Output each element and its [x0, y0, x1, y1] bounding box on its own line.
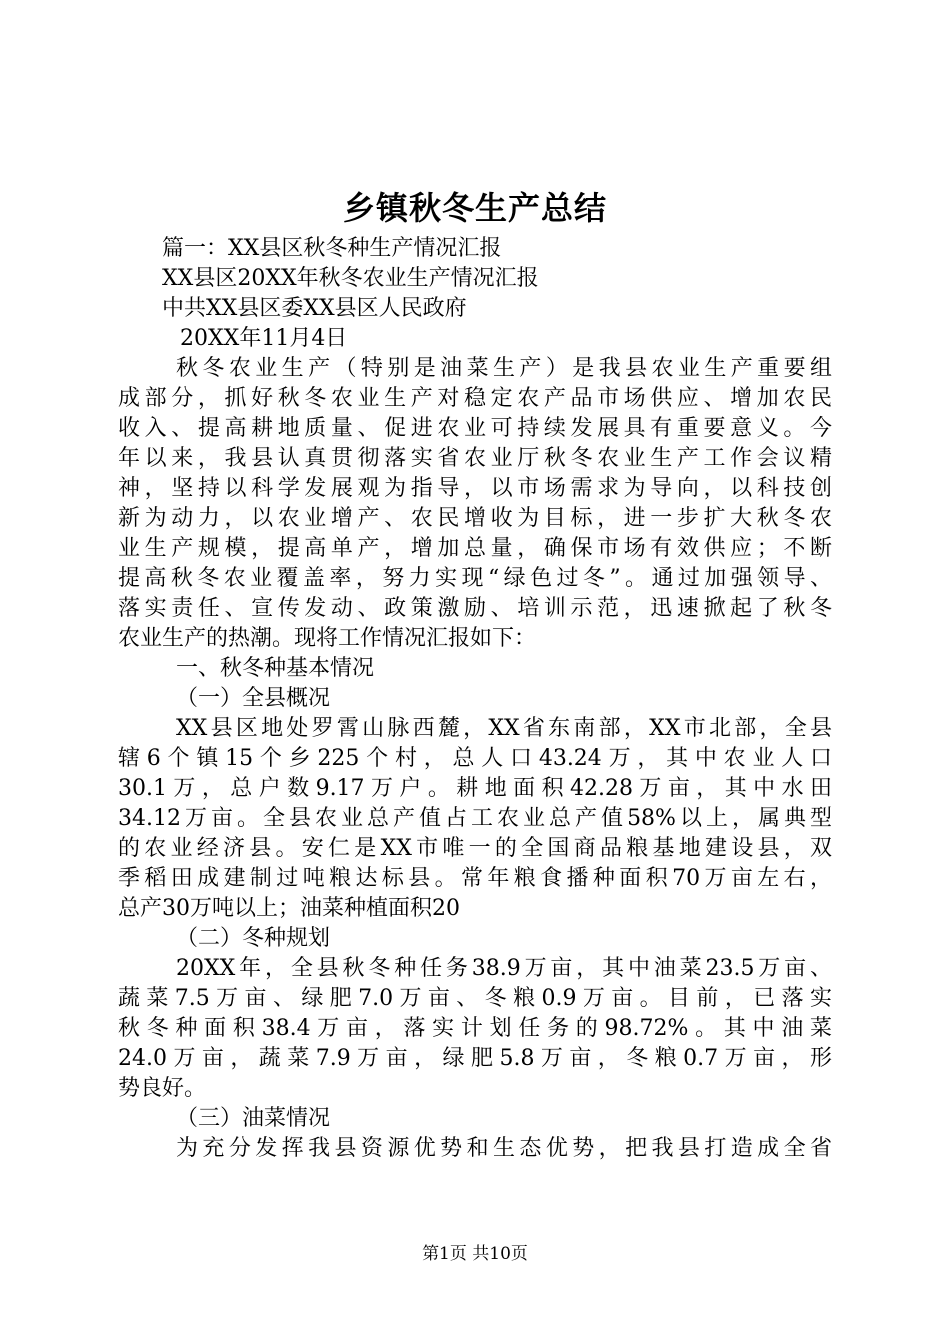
subsection-heading: （二）冬种规划 — [176, 926, 331, 951]
document-title: 乡镇秋冬生产总结 — [342, 189, 607, 227]
text-line: 20XX年11月4日 — [180, 326, 348, 351]
text-line: 成部分，抓好秋冬农业生产对稳定农产品市场供应、增加农民 — [118, 386, 832, 411]
text-line: 业生产规模，提高单产，增加总量，确保市场有效供应；不断 — [118, 536, 832, 561]
text-line: 秋冬种面积38.4万亩，落实计划任务的98.72%。其中油菜 — [118, 1016, 832, 1041]
text-line: 30.1万，总户数9.17万户。耕地面积42.28万亩，其中水田 — [118, 776, 832, 801]
text-line: 蔬菜7.5万亩、绿肥7.0万亩、冬粮0.9万亩。目前，已落实 — [118, 986, 832, 1011]
text-line: 收入、提高耕地质量、促进农业可持续发展具有重要意义。今 — [118, 416, 832, 441]
text-line: 年以来，我县认真贯彻落实省农业厅秋冬农业生产工作会议精 — [118, 446, 832, 471]
text-line: 农业生产的热潮。现将工作情况汇报如下： — [118, 626, 537, 651]
text-line: 34.12万亩。全县农业总产值占工农业总产值58%以上，属典型 — [118, 806, 832, 831]
text-line: 落实责任、宣传发动、政策激励、培训示范，迅速掀起了秋冬 — [118, 596, 832, 621]
document-body — [118, 234, 832, 1164]
text-line: 的农业经济县。安仁是XX市唯一的全国商品粮基地建设县，双 — [118, 836, 832, 861]
text-line: 新为动力，以农业增产、农民增收为目标，进一步扩大秋冬农 — [118, 506, 832, 531]
text-line: 总产30万吨以上；油菜种植面积20 — [118, 896, 460, 921]
text-line: 秋冬农业生产（特别是油菜生产）是我县农业生产重要组 — [176, 356, 832, 381]
text-line: XX县区地处罗霄山脉西麓，XX省东南部，XX市北部，全县 — [176, 716, 832, 741]
text-line: 篇一：XX县区秋冬种生产情况汇报 — [162, 236, 502, 261]
text-line: 为充分发挥我县资源优势和生态优势，把我县打造成全省 — [176, 1136, 832, 1161]
text-line: 中共XX县区委XX县区人民政府 — [162, 296, 467, 321]
text-line: 辖6个镇15个乡225个村，总人口43.24万，其中农业人口 — [118, 746, 832, 771]
subsection-heading: （一）全县概况 — [176, 686, 331, 711]
text-line: 季稻田成建制过吨粮达标县。常年粮食播种面积70万亩左右， — [118, 866, 832, 891]
subsection-heading: （三）油菜情况 — [176, 1106, 331, 1131]
text-line: XX县区20XX年秋冬农业生产情况汇报 — [162, 266, 539, 291]
text-line: 20XX年，全县秋冬种任务38.9万亩，其中油菜23.5万亩、 — [176, 956, 832, 981]
text-line: 24.0万亩，蔬菜7.9万亩，绿肥5.8万亩，冬粮0.7万亩，形 — [118, 1046, 832, 1071]
section-heading: 一、秋冬种基本情况 — [176, 656, 375, 681]
page-number-footer: 第1页 共10页 — [422, 1244, 528, 1264]
text-line: 神，坚持以科学发展观为指导，以市场需求为导向，以科技创 — [118, 476, 832, 501]
text-line: 提高秋冬农业覆盖率，努力实现“绿色过冬”。通过加强领导、 — [118, 566, 832, 591]
text-line: 势良好。 — [118, 1076, 207, 1101]
